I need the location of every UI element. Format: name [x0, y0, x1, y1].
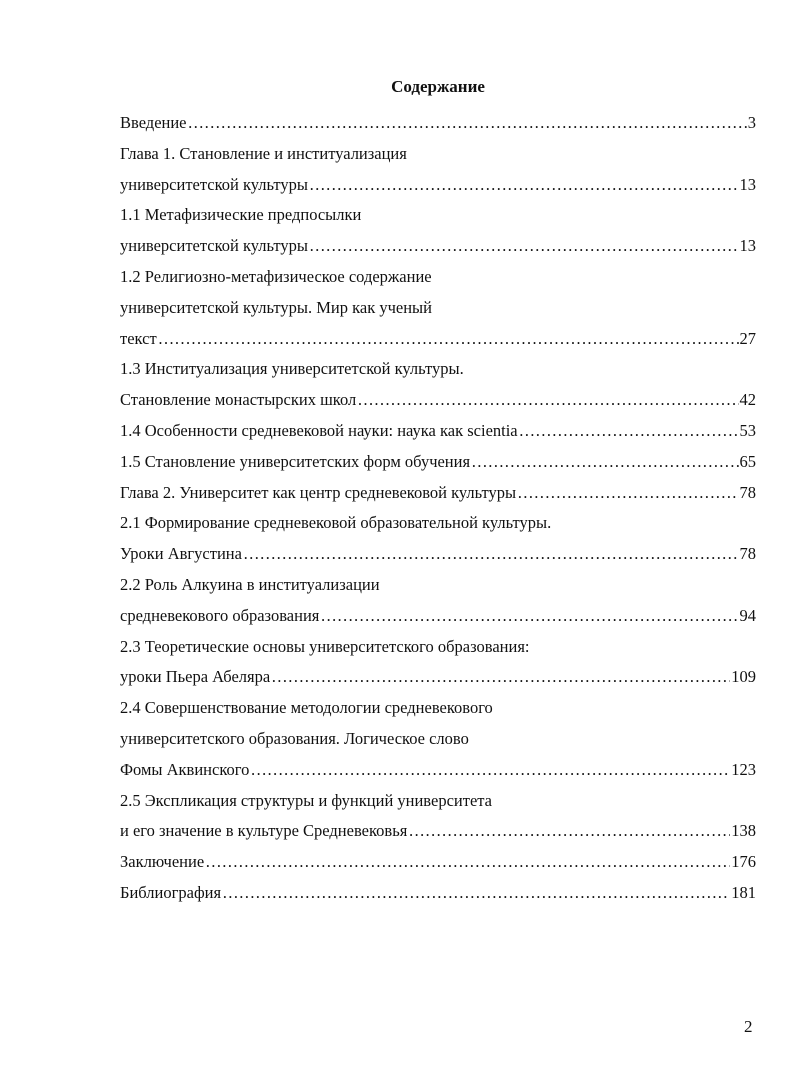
toc-line: [120, 385, 756, 416]
toc-entry-text: 2.5 Экспликация структуры и функций университета: [120, 790, 492, 810]
toc-page-number: 13: [739, 174, 756, 194]
toc-entry-text: 2.3 Теоретические основы университетского образования:: [120, 636, 530, 656]
dot-leader: [357, 385, 738, 416]
page-title: Содержание: [391, 77, 485, 96]
toc-line: [120, 508, 756, 539]
dot-leader: [320, 601, 738, 632]
toc-entry-text: университетской культуры. Мир как ученый: [120, 297, 432, 317]
toc-line: [120, 139, 756, 170]
toc-line: [120, 724, 756, 755]
toc-entry-text: Уроки Августина: [120, 544, 242, 564]
dot-leader: [243, 539, 739, 570]
toc-line: [120, 170, 756, 201]
toc-entry-text: 1.1 Метафизические предпосылки: [120, 205, 362, 225]
toc-line: [120, 200, 756, 231]
toc-page-number: 94: [739, 605, 756, 625]
toc-page-number: 78: [739, 544, 756, 564]
toc-line: [120, 601, 756, 632]
toc-line: [120, 786, 756, 817]
toc-line: [120, 847, 756, 878]
toc-entry-text: 1.4 Особенности средневековой науки: наука как scientia: [120, 420, 518, 440]
toc-line: [120, 108, 756, 139]
dot-leader: [271, 662, 730, 693]
toc-entry-text: Глава 2. Университет как центр средневековой культуры: [120, 482, 517, 502]
page-number: 2: [744, 1017, 753, 1036]
toc-entry-text: университетской культуры: [120, 174, 309, 194]
toc-entry-text: средневекового образования: [120, 605, 320, 625]
toc-entry-text: текст: [120, 328, 157, 348]
toc-line: [120, 816, 756, 847]
toc-entry-text: Введение: [120, 113, 187, 132]
toc-line: [120, 447, 756, 478]
toc-entry-text: и его значение в культуре Средневековья: [120, 821, 408, 841]
toc-entry-text: 2.1 Формирование средневековой образовательной культуры.: [120, 513, 552, 533]
dot-leader: [519, 416, 739, 447]
toc-line: [120, 231, 756, 262]
toc-entry-text: 1.5 Становление университетских форм обучения: [120, 451, 471, 471]
dot-leader: [309, 170, 738, 201]
toc-entry-text: Становление монастырских школ: [120, 390, 357, 410]
toc-line: [120, 632, 756, 663]
toc-page-number: 123: [731, 759, 756, 779]
toc-page-number: 13: [739, 236, 756, 256]
toc-line: [120, 662, 756, 693]
toc-page-number: 53: [739, 420, 756, 440]
toc-line: [120, 478, 756, 509]
toc-entry-text: университетского образования. Логическое слово: [120, 728, 469, 748]
toc-page-number: 78: [739, 482, 756, 502]
toc-page-number: 109: [731, 667, 756, 687]
toc-line: [120, 293, 756, 324]
toc-entry-text: университетской культуры: [120, 236, 309, 256]
dot-leader: [250, 755, 730, 786]
toc-entry-text: 1.3 Институализация университетской культуры.: [120, 359, 464, 379]
toc-line: [120, 878, 756, 909]
toc-entry-text: уроки Пьера Абеляра: [120, 667, 271, 687]
dot-leader: [158, 324, 739, 355]
dot-leader: [517, 478, 738, 509]
toc-entry-text: 2.2 Роль Алкуина в институализации: [120, 574, 380, 594]
toc-line: [120, 755, 756, 786]
toc-line: [120, 354, 756, 385]
toc-page-number: 138: [731, 821, 756, 841]
toc-page-number: 42: [739, 390, 756, 410]
toc-entry-text: Глава 1. Становление и институализация: [120, 143, 407, 163]
dot-leader: [222, 878, 730, 909]
dot-leader: [309, 231, 738, 262]
table-of-contents: [120, 108, 756, 909]
toc-entry-text: Библиография: [120, 882, 222, 902]
toc-line: [120, 324, 756, 355]
toc-page-number: 27: [739, 328, 756, 348]
dot-leader: [408, 816, 730, 847]
toc-entry-text: Фомы Аквинского: [120, 759, 250, 779]
toc-page-number: 65: [739, 451, 756, 471]
toc-entry-text: 2.4 Совершенствование методологии средневекового: [120, 698, 493, 718]
toc-entry-text: 1.2 Религиозно-метафизическое содержание: [120, 266, 432, 286]
toc-line: [120, 416, 756, 447]
toc-line: [120, 693, 756, 724]
toc-line: [120, 539, 756, 570]
dot-leader: [188, 108, 747, 139]
dot-leader: [205, 847, 730, 878]
toc-line: [120, 570, 756, 601]
toc-line: [120, 262, 756, 293]
dot-leader: [471, 447, 738, 478]
toc-page-number: 181: [731, 882, 756, 902]
toc-entry-text: Заключение: [120, 852, 205, 872]
toc-page-number: 3: [747, 113, 756, 132]
toc-page-number: 176: [731, 852, 756, 872]
